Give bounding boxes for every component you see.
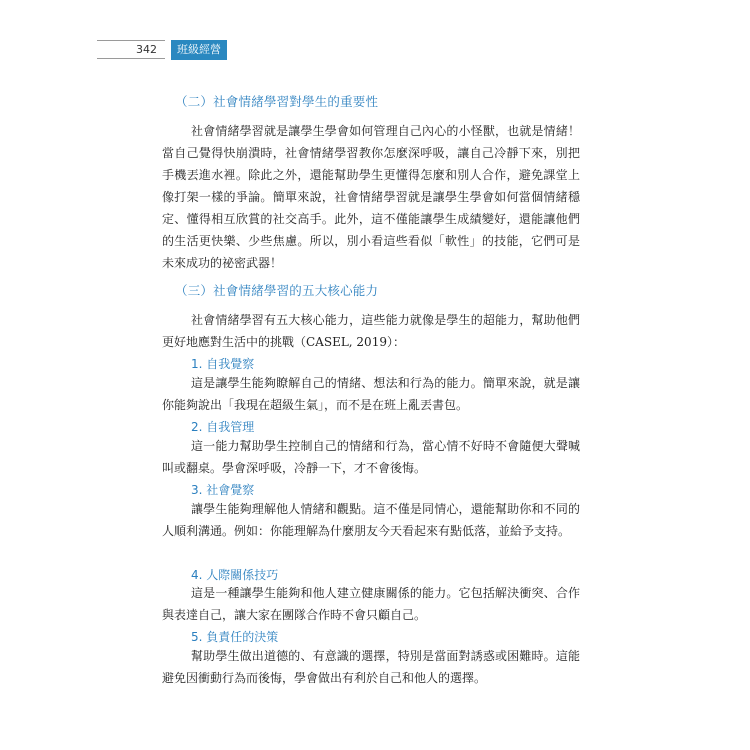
competency-text-relationship-skills: 這是一種讓學生能夠和他人建立健康關係的能力。它包括解決衝突、合作與表達自己，讓大家在團隊合作時不會只顧自己。 bbox=[162, 586, 580, 622]
section-heading-importance: （二）社會情緒學習對學生的重要性 bbox=[175, 94, 379, 109]
competency-title-self-management: 2. 自我管理 bbox=[191, 420, 255, 434]
importance-paragraph: 社會情緒學習就是讓學生學會如何管理自己內心的小怪獸，也就是情緒！當自己覺得快崩潰時，社會情緒學習教你怎麼深呼吸，讓自己冷靜下來，別把手機丟進水裡。除此之外，還能幫助學生更懂得怎麼和別人合作，避免課堂上像打架一樣的爭論。簡單來說，社會情緒學習就是讓學生學會如何當個情緒穩定、懂得相互欣賞的社交高手。此外，這不僅能讓學生成績變好，還能讓他們的生活更快樂、少些焦慮。所以，別小看這些看似「軟性」的技能，它們可是未來成功的祕密武器！ bbox=[162, 124, 580, 270]
competency-text-responsible-decision-making: 幫助學生做出道德的、有意識的選擇，特別是當面對誘惑或困難時。這能避免因衝動行為而後悔，學會做出有利於自己和他人的選擇。 bbox=[162, 649, 580, 685]
header-rule-bottom bbox=[97, 58, 165, 59]
competency-title-social-awareness: 3. 社會覺察 bbox=[191, 483, 255, 497]
competency-title-responsible-decision-making: 5. 負責任的決策 bbox=[191, 630, 279, 644]
competency-title-self-awareness: 1. 自我覺察 bbox=[191, 357, 255, 371]
page-header bbox=[0, 40, 750, 60]
page-number: 342 bbox=[136, 43, 157, 56]
section-badge: 班級經營 bbox=[171, 40, 227, 60]
competency-text-social-awareness: 讓學生能夠理解他人情緒和觀點。這不僅是同情心，還能幫助你和不同的人順利溝通。例如：你能理解為什麼朋友今天看起來有點低落，並給予支持。 bbox=[162, 502, 580, 538]
competency-text-self-management: 這一能力幫助學生控制自己的情緒和行為，當心情不好時不會隨便大聲喊叫或翻桌。學會深呼吸，冷靜一下，才不會後悔。 bbox=[162, 439, 580, 475]
competency-title-relationship-skills: 4. 人際關係技巧 bbox=[191, 568, 279, 582]
competency-text-self-awareness: 這是讓學生能夠瞭解自己的情緒、想法和行為的能力。簡單來說，就是讓你能夠說出「我現在超級生氣」，而不是在班上亂丟書包。 bbox=[162, 376, 580, 412]
core-competencies-intro: 社會情緒學習有五大核心能力，這些能力就像是學生的超能力，幫助他們更好地應對生活中的挑戰（CASEL, 2019）： bbox=[162, 313, 580, 349]
section-heading-core-competencies: （三）社會情緒學習的五大核心能力 bbox=[175, 283, 379, 298]
